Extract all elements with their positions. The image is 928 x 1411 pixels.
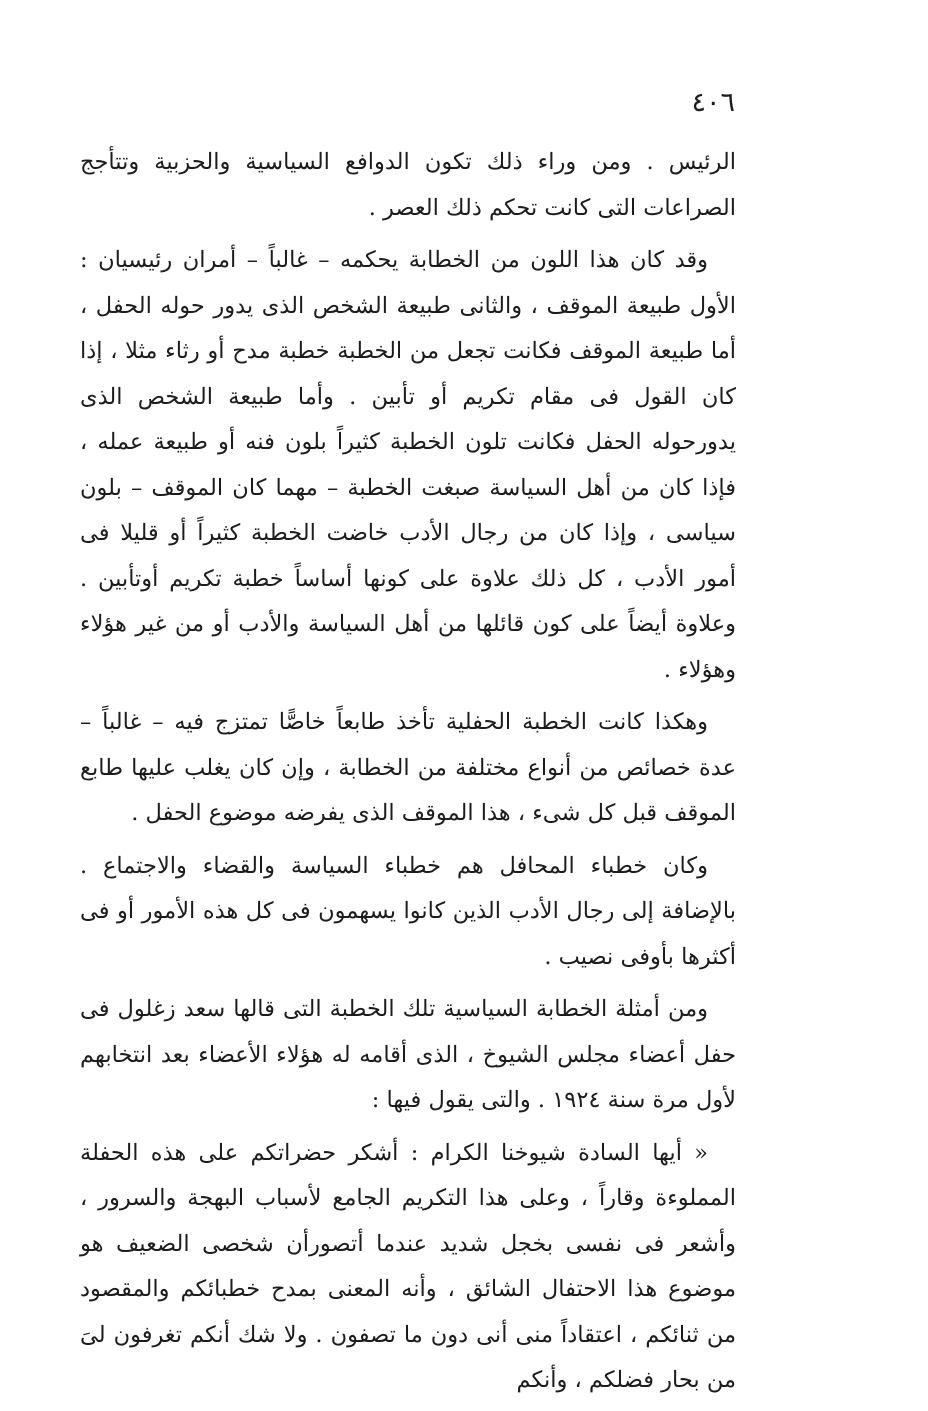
- paragraph-quotation: « أيها السادة شيوخنا الكرام : أشكر حضراتكم على هذه الحفلة المملوءة وقاراً ، وعلى هذا التكريم الجامع لأسباب البهجة والسرور ، وأشعر فى نفسى بخجل شديد عندما أتصورأن شخصى الضعيف هو موضوع هذا الاحتفال الشائق ، وأنه المعنى بمدح خطبائكم والمقصود من ثنائكم ، اعتقاداً منى أنى دون ما تصفون . ولا شك أنكم تغرفون لىَ من بحار فضلكم ، وأنكم: [80, 1139, 736, 1393]
- paragraph-orators: وكان خطباء المحافل هم خطباء السياسة والقضاء والاجتماع . بالإضافة إلى رجال الأدب الذين كانوا يسهمون فى كل هذه الأمور أو فى أكثرها بأوفى نصيب .: [80, 852, 736, 970]
- body-text: [80, 140, 736, 1411]
- paragraph-two-factors: وقد كان هذا اللون من الخطابة يحكمه – غالباً – أمران رئيسيان : الأول طبيعة الموقف ، والثانى طبيعة الشخص الذى يدور حوله الحفل ، أما طبيعة الموقف فكانت تجعل من الخطبة خطبة مدح أو رثاء مثلا ، إذا كان القول فى مقام تكريم أو تأبين . وأما طبيعة الشخص الذى يدورحوله الحفل فكانت تلون الخطبة كثيراً بلون فنه أو طبيعة عمله ، فإذا كان من أهل السياسة صبغت الخطبة – مهما كان الموقف – بلون سياسى ، وإذا كان من رجال الأدب خاضت الخطبة كثيراً أو قليلا فى أمور الأدب ، كل ذلك علاوة على كونها أساساً خطبة تكريم أوتأبين . وعلاوة أيضاً على كون قائلها من أهل السياسة والأدب أو من غير هؤلاء وهؤلاء .: [80, 247, 736, 683]
- paragraph-festive-speech: وهكذا كانت الخطبة الحفلية تأخذ طابعاً خاصًّا تمتزج فيه – غالباً – عدة خصائص من أنواع مختلفة من الخطابة ، وإن كان يغلب عليها طابع الموقف قبل كل شىء ، هذا الموقف الذى يفرضه موضوع الحفل .: [80, 709, 736, 826]
- page-number: ٤٠٦: [691, 87, 735, 118]
- paragraph-example-intro: ومن أمثلة الخطابة السياسية تلك الخطبة التى قالها سعد زغلول فى حفل أعضاء مجلس الشيوخ ، الذى أقامه له هؤلاء الأعضاء بعد انتخابهم لأول مرة سنة ١٩٢٤ . والتى يقول فيها :: [80, 996, 736, 1113]
- paragraph-continuation: الرئيس . ومن وراء ذلك تكون الدوافع السياسية والحزبية وتتأجج الصراعات التى كانت تحكم ذلك العصر .: [80, 149, 736, 221]
